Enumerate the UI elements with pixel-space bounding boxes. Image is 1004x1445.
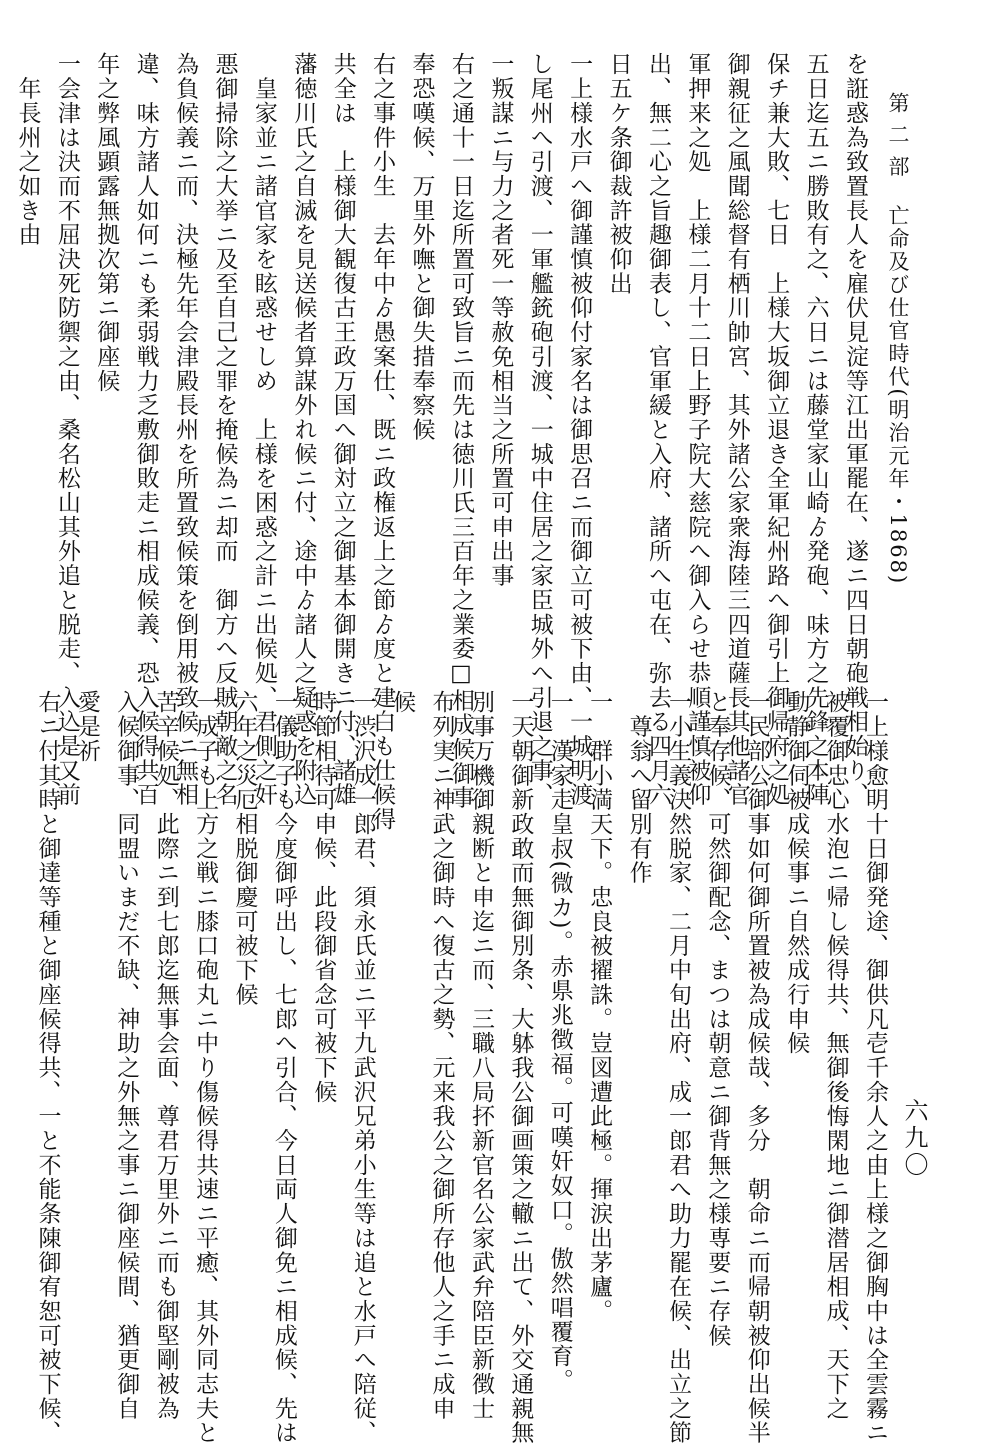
lower-text-block xyxy=(27,690,894,1445)
lower-text-column: 一成子も上方之戦ニ膝口砲丸ニ中り傷候得共速ニ平癒、其外同志夫と xyxy=(192,690,219,1445)
upper-text-column: 一叛謀ニ与力之者死一等赦免相当之所置可申出事 xyxy=(487,52,514,588)
part-label: 第 二 部 xyxy=(886,92,910,179)
lower-text-column: 一上様愈明十日御発途、御供凡壱千余人之由上様之御胸中は全雲霧ニ xyxy=(862,690,888,1445)
upper-text-column: 五日迄五ニ勝敗有之、六日ニは藤堂家山崎ゟ発砲、味方之先鋒之本陣 xyxy=(802,52,829,807)
upper-text-column: を誑惑為致置長人を雇伏見淀等江出軍罷在、遂ニ四日朝砲戦相始り、 xyxy=(842,52,868,807)
lower-text-column: 一小生義決然脱家、二月中旬出府、成一郎君へ助力罷在候、出立之節 xyxy=(664,690,691,1445)
upper-text-column: 年之弊風顕露無拠次第ニ御座候 xyxy=(93,52,120,393)
upper-text-column: 違、味方諸人如何ニも柔弱戦力乏敷御敗走ニ相成候義、恐入候得共百 xyxy=(132,52,159,807)
upper-text-column: 皇家並ニ諸官家を眩惑せしめ 上様を困惑之計ニ出候処、君側之奸 xyxy=(250,52,277,807)
upper-text-column: 共全は 上様御大観復古王政万国へ御対立之御基本御開きニ付、諸雄 xyxy=(329,52,356,807)
upper-text-column: し尾州へ引渡、一軍艦銃砲引渡、一城中住居之家臣城外へ引退之事、 xyxy=(526,52,553,807)
lower-text-column: 動静御伺被成候事ニ自然成行申候 xyxy=(783,690,810,1056)
running-header xyxy=(887,92,908,585)
upper-text-column: 奉恐嘆候、万里外嘸と御失措奉察候 xyxy=(408,52,435,442)
lower-text-column: 一 漢家走皇叔(微カ)。赤県兆徴福。可嘆奸奴口。傲然唱覆育。 xyxy=(546,690,573,1393)
lower-text-column: 入候御事、同盟いまだ不缺、神助之外無之事ニ御座候間、猶更御自 xyxy=(113,690,140,1421)
lower-text-column: 一 群小満天下。忠良被擢誅。豈図遭此極。揮涙出茅廬。 xyxy=(586,690,613,1324)
upper-text-column: 御親征之風聞総督有栖川帥宮、其外諸公家衆海陸三四道薩長其他諸官 xyxy=(723,52,750,807)
lower-text-column: 一天朝御新政敢而無御別条、大躰我公御画策之轍ニ出て、外交通親無 xyxy=(507,690,534,1445)
upper-text-column: 一会津は決而不屈決死防禦之由、桑名松山其外追と脱走、入込是又前 xyxy=(53,52,80,807)
lower-text-column: 候 xyxy=(389,690,416,715)
lower-text-column: 別事万機御親断と申迄ニ而、三職八局抔新官名公家武弁陪臣新徴士 xyxy=(467,690,494,1421)
lower-text-column: 一民部公御事如何御所置被為成候哉、多分 朝命ニ而帰朝被仰出候半 xyxy=(743,690,770,1445)
upper-text-column: 出、無二心之旨趣御表し、官軍緩と入府、諸所へ屯在、弥去る四月六 xyxy=(644,52,671,807)
upper-text-column: 年長州之如き由 xyxy=(14,52,41,247)
lower-text-column: 一渋沢成一郎君、須永氏並ニ平九武沢兄弟小生等は追と水戸へ陪従、 xyxy=(349,690,376,1445)
upper-text-column: 為負候義ニ而、決極先年会津殿長州を所置致候策を倒用被致候ニ無相 xyxy=(172,52,199,807)
page-number: 六九〇 xyxy=(900,1098,928,1179)
lower-text-column: と奉存候、可然御配念、まつは朝意ニ御背無之様専要ニ存候 xyxy=(704,690,731,1348)
upper-text-column: 悪御掃除之大挙ニ及至自己之罪を掩候為ニ却而 御方へ反賊朝敵之名 xyxy=(211,52,238,807)
lower-text-column: 布列実ニ神武之御時へ復古之勢、元来我公之御所存他人之手ニ成申 xyxy=(428,690,455,1421)
upper-text-column: 軍押来之処 上様二月十二日上野子院大慈院へ御入らせ恭順謹慎被仰 xyxy=(684,52,711,807)
lower-text-column: 苦辛候処、此際ニ到七郎迄無事会面、尊君万里外ニ而も御堅剛被為 xyxy=(152,690,179,1421)
upper-text-column: 保チ兼大敗、七日 上様大坂御立退き全軍紀州路へ御引上御帰府之処 xyxy=(763,52,790,807)
lower-text-column: 時節相待可申候、此段御省念可被下候 xyxy=(310,690,337,1104)
upper-text-column: 右之通十一日迄所置可致旨ニ而先は徳川氏三百年之業委□相成候御事 xyxy=(447,52,474,810)
chapter-title: 亡命及び仕官時代 xyxy=(886,204,910,389)
lower-text-column: 一儀助子も今度御呼出し、七郎へ引合、今日両人御免ニ相成候、先は xyxy=(270,690,297,1445)
lower-text-column: 愛是祈 xyxy=(73,690,100,764)
upper-text-column: 右之事件小生 去年中ゟ愚案仕、既ニ政権返上之節ゟ度と建白も仕候得 xyxy=(369,52,396,832)
upper-text-column: 日五ケ条御裁許被仰出 xyxy=(605,52,632,296)
lower-text-column: 尊翁へ留別有作 xyxy=(625,690,652,885)
lower-text-column: 六年之災厄相脱御慶可被下候 xyxy=(231,690,258,1007)
lower-text-column: 右ニ付其時と御達等種と御座候得共、一と不能条陳御宥恕可被下候、 xyxy=(34,690,61,1445)
upper-text-column: 一上様水戸へ御謹慎被仰付家名は御思召ニ而御立可被下由、一城明渡 xyxy=(566,52,593,807)
lower-text-column: 被覆御忠心水泡ニ帰し候得共、無御後悔閑地ニ御潜居相成、天下之 xyxy=(822,690,849,1421)
era-label: (明治元年・1868) xyxy=(886,388,910,586)
upper-text-column: 藩徳川氏之自滅を見送候者算謀外れ候ニ付、途中ゟ諸人之疑惑を附込 xyxy=(290,52,317,807)
